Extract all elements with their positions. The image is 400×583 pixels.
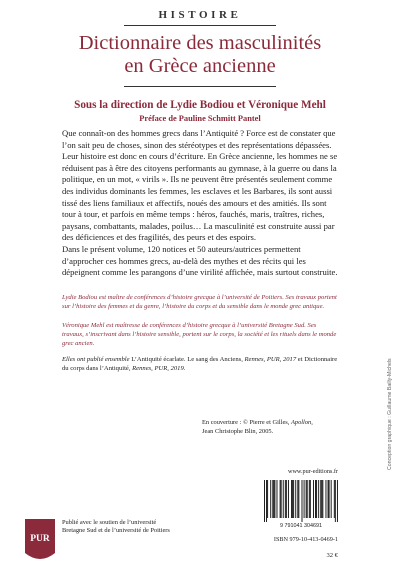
barcode-bar [295,480,296,518]
support-statement [62,519,192,536]
design-credit: Conception graphique : Guillaume Bailly-Michels [387,358,393,470]
barcode-bar [272,480,273,518]
barcode-bar [325,480,326,518]
author-name-bodiou: Lydie Bodiou [62,294,98,301]
blurb-paragraph-1: Que connaît-on des hommes grecs dans l’Antiquité ? Force est de constater que l’on sait peu de choses, sinon des stéréotypes et des représentations dépassées. Leur histoire est donc en cours d’écriture. En Grèce ancienne, les hommes ne se réduisent pas à être des citoyens performants au gymnase, à la guerre ou dans la politique, en un mot, « virils ». Ils ne peuvent être présentés seulement comme des individus dominants les femmes, les esclaves et les Barbares, ils sont aussi tissé des liens familiaux et affectifs, noués des amours et des amitiés. Ils sont tour à tour, et parfois en même temps : héros, fauchés, maris, traîtres, riches, paysans, combattants, malades, poilus… La masculinité est construite aussi par des déficiences et des fragilités, des peurs et des espoirs. [62,128,338,243]
cover-credit-line-1 [202,419,352,428]
preface-line: Préface de Pauline Schmitt Pantel [139,114,261,123]
barcode-bar [274,480,275,518]
cover-credit-line-2: Jean Christophe Blin, 2005. [202,427,274,435]
barcode-bar [302,480,303,522]
barcode-bar [267,480,268,518]
barcode-bar [292,480,293,518]
barcode-bar [328,480,329,518]
barcode-bar [337,480,338,522]
barcode-bar [293,480,294,518]
isbn-number: ISBN 979-10-413-0469-1 [273,536,338,543]
barcode-bar [335,480,336,522]
cover-credit [202,419,352,436]
barcode-bar [281,480,282,518]
barcode-bar [280,480,281,518]
author-name-mehl: Véronique Mehl [62,322,105,329]
barcode-bar [316,480,317,518]
barcode-bar [309,480,310,518]
pur-logo [25,519,55,565]
barcode-bar [298,480,299,518]
barcode-bar [291,480,292,518]
barcode-bar [304,480,305,518]
isbn-barcode [264,480,338,528]
cover-credit-prefix: En couverture : © Pierre et Gilles, [202,419,291,426]
editors-line: Sous la direction de Lydie Bodiou et Véronique Mehl [74,99,326,111]
barcode-bar [285,480,286,518]
series-label: HISTOIRE [158,9,242,21]
barcode-bar [322,480,323,518]
barcode-bar [310,480,311,518]
barcode-bar [283,480,284,518]
author-bio-text-bodiou: est maître de conférences d’histoire grecque à l’université de Poitiers. Ses travaux portent sur l’histoire des femmes et du genre, l’histoire du corps et du sensible dans le monde grec antique. [62,294,337,310]
barcode-bar [320,480,321,518]
barcode-bar [321,480,322,518]
joint-publications [62,356,338,374]
barcode-bar [307,480,308,518]
works-mid: et Dictionnaire du corps dans l’Antiquité, [62,356,338,372]
barcode-bar [313,480,314,518]
support-line-1: Publié avec le soutien de l’université [62,519,157,526]
barcode-bar [334,480,335,518]
logo-text: PUR [30,534,50,544]
barcode-digits: 9 791041 304691 [280,523,322,528]
barcode-bar [315,480,316,518]
top-divider [124,25,276,26]
works-publisher-1: Rennes, PUR, 2017 [244,356,297,363]
title-divider [124,86,276,87]
barcode-bar [277,480,278,518]
barcode-bar [318,480,319,518]
author-bio-text-mehl: est maîtresse de conférences d’histoire grecque à l’université Bretagne Sud. Ses travaux, s’inscrivant dans l’histoire sensible, portent sur le corps, la société et les rituels dans le monde grec ancien. [62,322,337,347]
back-cover-blurb [62,128,338,279]
barcode-bar [331,480,332,518]
support-line-2: Bretagne Sud et de l’université de Poitiers [62,527,170,535]
title-line-2: en Grèce ancienne [124,55,276,77]
publisher-url: www.pur-editions.fr [288,468,338,475]
barcode-bar [306,480,307,518]
barcode-bar [264,480,265,522]
barcode-bar [273,480,274,518]
works-intro: Elles ont publié ensemble [62,356,130,363]
cover-credit-work: Apollon, [290,419,313,426]
author-bio-bodiou [62,294,338,312]
barcode-bar [297,480,298,518]
barcode-bar [286,480,287,518]
blurb-paragraph-2: Dans le présent volume, 120 notices et 50 auteurs/autrices permettent d’approcher ces hommes grecs, au-delà des mythes et des récits qui les dépeignent comme les parangons d’une virilité affichée, mais surtout construite. [62,243,338,278]
barcode-bar [288,480,289,518]
barcode-bar [329,480,330,518]
barcode-bar [270,480,271,518]
works-body: L’Antiquité écarlate. Le sang des Anciens, [129,356,245,363]
works-publisher-2: Rennes, PUR, 2019. [132,364,186,372]
book-title [0,32,400,78]
author-bio-mehl [62,322,338,348]
price: 32 € [326,552,338,559]
barcode-bar [266,480,267,522]
title-line-1: Dictionnaire des masculinités [78,32,322,54]
